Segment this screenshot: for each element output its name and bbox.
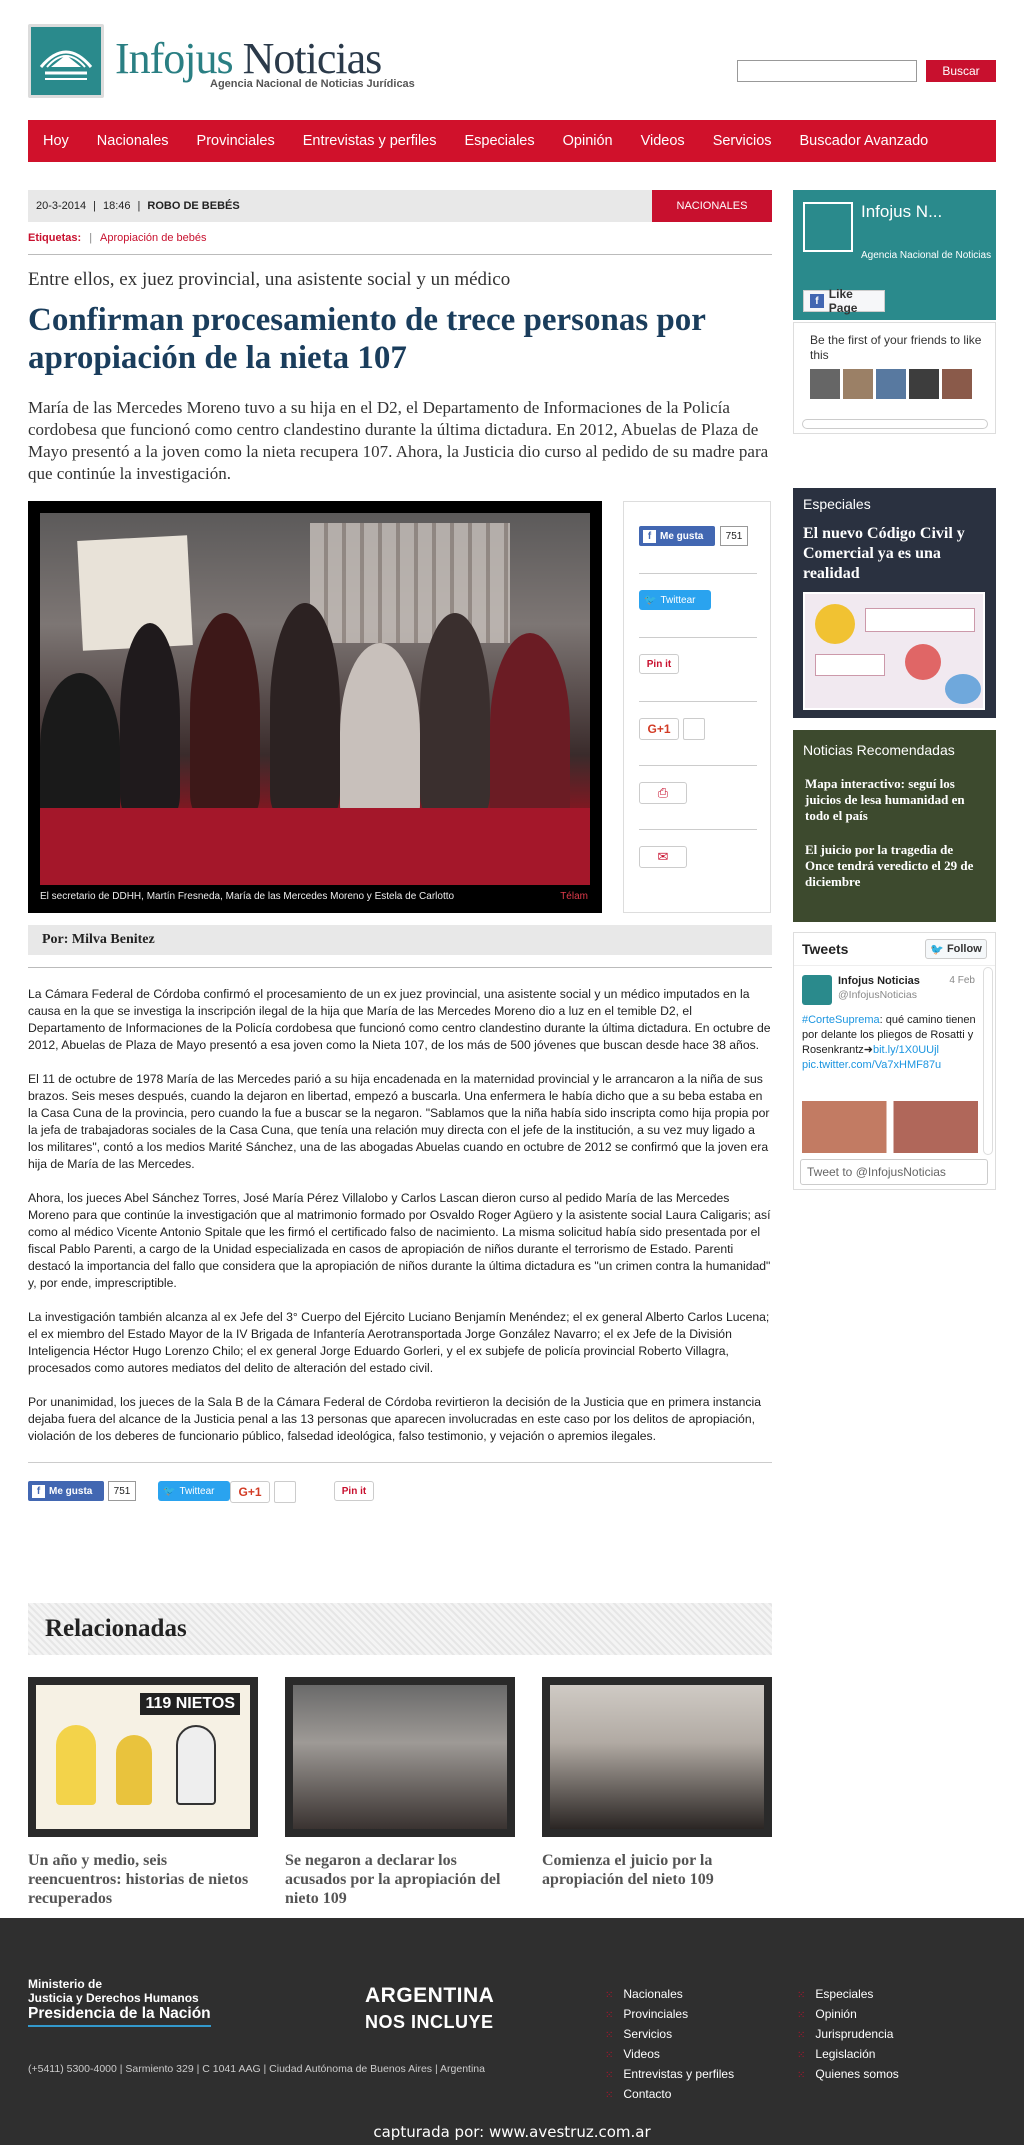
footer-link[interactable]: ⁙ Servicios [605, 2027, 673, 2041]
footer-presidencia[interactable]: Presidencia de la Nación [28, 2005, 211, 2027]
search-button[interactable]: Buscar [926, 60, 996, 82]
tweet-image[interactable] [802, 1101, 978, 1153]
facebook-friends-box [793, 322, 996, 434]
share-box [623, 501, 771, 913]
especiales-link[interactable]: El nuevo Código Civil y Comercial ya es una realidad [803, 525, 965, 582]
facebook-page-widget [793, 190, 996, 320]
footer-links-col1 [605, 1984, 734, 2104]
twitter-button[interactable]: 🐦 Twittear [639, 590, 711, 610]
avatar[interactable] [876, 369, 906, 399]
related-image[interactable] [28, 1677, 258, 1837]
article-date: 20-3-2014 [36, 200, 87, 212]
nav-item-servicios[interactable]: Servicios [712, 133, 772, 149]
tweet-author[interactable]: Infojus Noticias [838, 975, 920, 987]
footer-nos-incluye: NOS INCLUYE [365, 2012, 494, 2032]
facebook-icon: f [32, 1485, 45, 1498]
article-author: Por: Milva Benitez [28, 925, 772, 955]
twitter-widget [793, 932, 996, 1190]
related-title[interactable]: Se negaron a declarar los acusados por la apropiación del nieto 109 [285, 1852, 501, 1907]
share-twitter [639, 574, 757, 638]
facebook-like-button[interactable]: f Me gusta [639, 526, 715, 546]
nav-item-provinciales[interactable]: Provinciales [196, 133, 275, 149]
site-tagline: Agencia Nacional de Noticias Jurídicas [210, 78, 415, 90]
footer-link[interactable]: ⁙ Nacionales [605, 1987, 683, 2001]
article-paragraph: La investigación también alcanza al ex Jefe del 3° Cuerpo del Ejército Luciano Benjamín Menéndez; el ex general Alberto Carlos Lucena; el ex miembro del Estado Mayor de la IV Brigada de Infantería Aerotransportada Jorge González Navarro; el ex Jefe de la División Inteligencia Héctor Hugo Lorenzo Chilo; el ex general Jorge Eduardo Gorleri, y el ex subjefe de policía provincial Roberto Villagra, procesados como autores mediatos del delito de alteración del estado civil. [28, 1310, 770, 1375]
pinterest-button[interactable]: Pin it [639, 654, 679, 674]
tweet-link[interactable]: bit.ly/1X0UUjl [872, 1044, 939, 1056]
facebook-like-button-bottom[interactable]: f Me gusta [28, 1481, 104, 1501]
article-photo-frame [28, 501, 602, 913]
related-heading: Relacionadas [28, 1603, 772, 1655]
article-paragraph: Ahora, los jueces Abel Sánchez Torres, José María Pérez Villalobo y Carlos Lascan dieron curso al pedido María de las Mercedes Moreno para que continúe la investigación que al matrimonio formado por Osvaldo Roger Agüero y la asistente social Laura Caligaris; así como al médico Vicente Antonio Spitale que les firmó el certificado falso de nacimiento. La misma solicitud había sido presentada por el fiscal Pablo Parenti, a cargo de la Unidad especializada en casos de apropiación de niños durante el terrorismo de Estado. Parenti destacó la importancia del fallo que considera que la apropiación de niños durante la última dictadura es "un crimen contra la humanidad" y, por ende, imprescriptible. [28, 1191, 771, 1290]
tags-row: Etiquetas: | Apropiación de bebés [28, 232, 772, 255]
especiales-image[interactable] [803, 592, 985, 710]
tweets-scrollbar[interactable] [983, 967, 993, 1155]
related-card[interactable] [542, 1677, 772, 1889]
nav-item-hoy[interactable]: Hoy [43, 133, 69, 149]
facebook-count-bottom: 751 [108, 1481, 136, 1501]
logo-icon[interactable] [28, 24, 104, 98]
capture-watermark: capturada por: www.avestruz.com.ar [373, 2123, 651, 2141]
footer-address: (+5411) 5300-4000 | Sarmiento 329 | C 1041 AAG | Ciudad Autónoma de Buenos Aires | Argentina [28, 2063, 485, 2075]
search-input[interactable] [737, 60, 917, 82]
google-plus-count [683, 718, 705, 740]
footer-link[interactable]: ⁙ Entrevistas y perfiles [605, 2067, 735, 2081]
footer-ministerio[interactable]: Ministerio de Justicia y Derechos Humanos [28, 1977, 199, 2005]
article-time: 18:46 [103, 200, 131, 212]
related-title[interactable]: Comienza el juicio por la apropiación del nieto 109 [542, 1852, 714, 1888]
twitter-icon: 🐦 [930, 943, 944, 956]
related-card[interactable] [285, 1677, 515, 1908]
twitter-icon: 🐦 [163, 1485, 176, 1497]
share-email [639, 830, 757, 894]
site-header [0, 0, 1024, 118]
article-paragraph: La Cámara Federal de Córdoba confirmó el procesamiento de un ex juez provincial, una asistente social y un médico imputados en la causa en la que se investiga la inscripción ilegal de la hija que María de las Mercedes Moreno dio a luz en el temible D2, el Departamento de Informaciones de la Policía cordobesa que funcionó como centro clandestino durante la última dictadura. En octubre de 2012, Abuelas de Plaza de Mayo presentó a esa joven como la Nieta 107, de los más de 500 jóvenes que buscan desde hace 38 años. [28, 987, 771, 1052]
related-image-label: 119 NIETOS [140, 1693, 240, 1715]
photo-credit: Télam [560, 891, 588, 902]
google-plus-button-bottom[interactable]: G+1 [230, 1481, 270, 1503]
pinterest-button-bottom[interactable]: Pin it [334, 1481, 374, 1501]
tweet-link[interactable]: pic.twitter.com/Va7xHMF87u [802, 1059, 942, 1071]
avatar[interactable] [942, 369, 972, 399]
footer-argentina: ARGENTINA [365, 1984, 495, 2007]
fb-page-name[interactable]: Infojus N... [861, 202, 943, 221]
tweet-avatar[interactable] [802, 975, 832, 1005]
share-google [639, 702, 757, 766]
nav-item-buscador[interactable]: Buscador Avanzado [799, 133, 929, 149]
article-photo[interactable] [40, 513, 590, 885]
especiales-box [793, 488, 996, 718]
tweet-text: #CorteSuprema: qué camino tienen por delante los pliegos de Rosatti y Rosenkrantz➜bit.ly/1X0UUjl pic.twitter.com/Va7xHMF87u [802, 1014, 976, 1071]
footer-link[interactable]: ⁙ Provinciales [605, 2007, 689, 2021]
share-pinterest [639, 638, 757, 702]
tweet-date[interactable]: 4 Feb [949, 975, 975, 986]
footer-link[interactable]: ⁙ Especiales [797, 1987, 874, 2001]
especiales-title: Especiales [803, 496, 871, 512]
fb-page-logo-icon [803, 202, 853, 252]
tweets-title: Tweets [802, 941, 849, 957]
tweet-handle[interactable]: @InfojusNoticias [838, 989, 917, 1001]
media-row [28, 501, 772, 913]
article-kicker: Entre ellos, ex juez provincial, una asistente social y un médico [28, 269, 511, 290]
fb-like-page-button[interactable]: f Like Page [803, 290, 885, 312]
article-meta: 20-3-2014 | 18:46 | ROBO DE BEBÉS NACIONALES [28, 190, 772, 222]
recomendada-link[interactable]: El juicio por la tragedia de Once tendrá veredicto el 29 de diciembre [805, 842, 974, 889]
recomendadas-title: Noticias Recomendadas [803, 742, 955, 758]
tweet-to-input[interactable]: Tweet to @InfojusNoticias [800, 1159, 988, 1185]
avatar[interactable] [810, 369, 840, 399]
facebook-count: 751 [720, 526, 748, 546]
share-print [639, 766, 757, 830]
article-paragraph: El 11 de octubre de 1978 María de las Mercedes parió a su hija encadenada en la maternidad provincial y le arrancaron a la niña de sus brazos. Seis meses después, cuando la dejaron en libertad, empezó a buscarla. Una enfermera le había dicho que a su beba estaba en la Casa Cuna de la provincia, pero cuando la fue a buscar se la negaron. "Sablamos que la niña había sido inscripta como hija propia por la jefa de trabajadoras sociales de la Casa Cuna, que tenía una relación muy directa con el jefe de la institución, a su vez muy ligado a los militares", contó a los medios Marité Sánchez, una de las abogadas Abuelas cuando en octubre de 2012 se confirmó que la joven era hija de María de las Mercedes. [28, 1072, 770, 1171]
fb-friends-text: Be the first of your friends to like this [810, 333, 982, 362]
nav-item-nacionales[interactable]: Nacionales [96, 133, 169, 149]
nav-item-entrevistas[interactable]: Entrevistas y perfiles [302, 133, 437, 149]
tweet-hashtag[interactable]: #CorteSuprema [802, 1014, 880, 1026]
facebook-icon: f [643, 530, 656, 543]
main-nav [28, 120, 996, 162]
nav-item-especiales[interactable]: Especiales [464, 133, 535, 149]
google-plus-button[interactable]: G+1 [639, 718, 679, 740]
tag-link[interactable]: Apropiación de bebés [100, 232, 207, 244]
related-image[interactable] [542, 1677, 772, 1837]
share-facebook [639, 510, 757, 574]
twitter-icon: 🐦 [644, 594, 657, 606]
fb-page-sub: Agencia Nacional de Noticias [861, 250, 992, 261]
article-paragraph: Por unanimidad, los jueces de la Sala B de la Cámara Federal de Córdoba revirtieron la decisión de la Justicia que en primera instancia dejaba fuera del alcance de la Justicia penal a las 13 personas que aparecen involucradas en este caso por los delitos de apropiación, violación de los deberes de funcionario público, falsedad ideológica, falso testimonio, y vejación o apremios ilegales. [28, 1395, 762, 1443]
avatar[interactable] [909, 369, 939, 399]
footer-link[interactable]: ⁙ Jurisprudencia [797, 2027, 894, 2041]
nav-item-opinion[interactable]: Opinión [562, 133, 613, 149]
site-logo[interactable]: Infojus Noticias [115, 34, 382, 83]
article [28, 190, 772, 1499]
article-body [28, 986, 772, 1445]
twitter-button-bottom[interactable]: 🐦 Twittear [158, 1481, 230, 1501]
article-lead: María de las Mercedes Moreno tuvo a su hija en el D2, el Departamento de Informaciones de la Policía cordobesa que funcionó como centro clandestino durante la última dictadura. En 2012, Abuelas de Plaza de Mayo presentó a la joven como la nieta recupera 107. Ahora, la Justicia dio curso al pedido de su madre para que continúe la investigación. [28, 398, 769, 483]
google-plus-count-bottom [274, 1481, 296, 1503]
share-row-bottom [28, 1462, 772, 1499]
print-icon[interactable]: ⎙ [639, 782, 687, 804]
article-headline: Confirman procesamiento de trece personas por apropiación de la nieta 107 [28, 302, 706, 376]
related-title[interactable]: Un año y medio, seis reencuentros: historias de nietos recuperados [28, 1852, 249, 1907]
footer-link[interactable]: ⁙ Contacto [605, 2087, 672, 2101]
related-image[interactable] [285, 1677, 515, 1837]
recomendada-link[interactable]: Mapa interactivo: seguí los juicios de lesa humanidad en todo el país [805, 776, 965, 823]
category-badge[interactable]: NACIONALES [652, 190, 772, 222]
related-card[interactable] [28, 1677, 258, 1908]
facebook-icon: f [810, 294, 824, 308]
footer-links-col2 [797, 1984, 899, 2084]
twitter-follow-button[interactable]: 🐦 Follow [925, 939, 987, 959]
footer-link[interactable]: ⁙ Videos [605, 2047, 660, 2061]
email-icon[interactable]: ✉ [639, 846, 687, 868]
horizontal-scrollbar[interactable] [802, 419, 988, 429]
photo-caption: El secretario de DDHH, Martín Fresneda, María de las Mercedes Moreno y Estela de Carlotto [40, 891, 455, 902]
footer-link[interactable]: ⁙ Opinión [797, 2007, 857, 2021]
nav-item-videos[interactable]: Videos [640, 133, 685, 149]
article-tag[interactable]: ROBO DE BEBÉS [147, 200, 240, 212]
avatar[interactable] [843, 369, 873, 399]
recomendadas-box [793, 730, 996, 922]
footer-link[interactable]: ⁙ Legislación [797, 2047, 876, 2061]
footer-link[interactable]: ⁙ Quienes somos [797, 2067, 899, 2081]
tags-label: Etiquetas: [28, 232, 82, 244]
